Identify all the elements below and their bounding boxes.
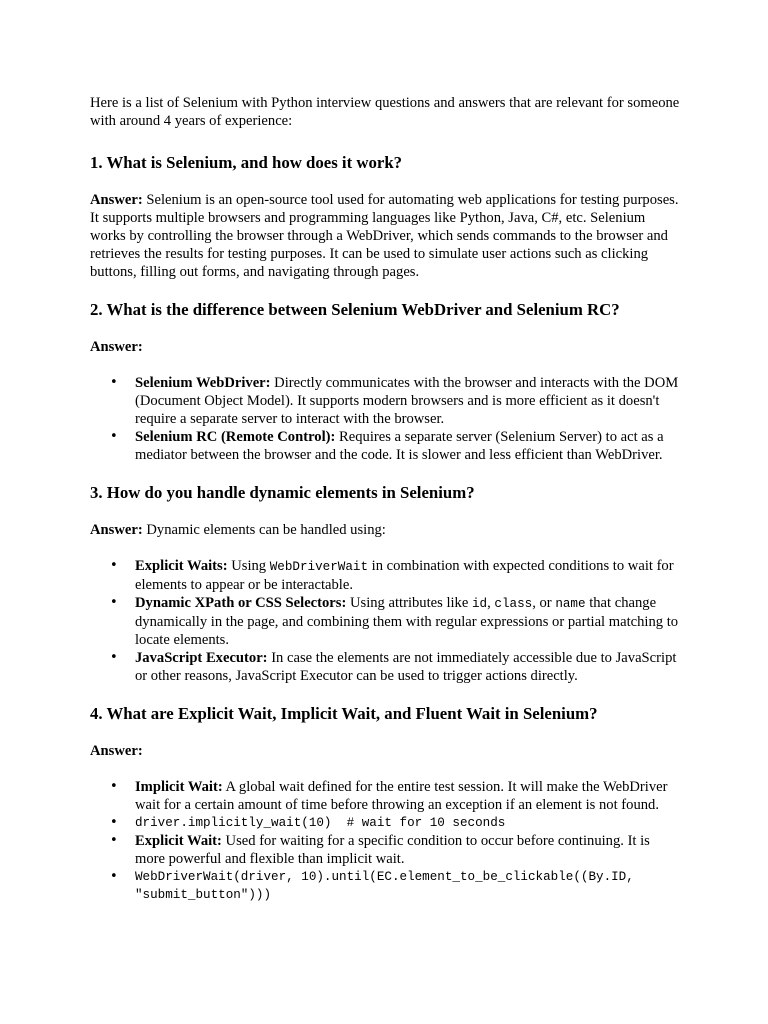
inline-code: WebDriverWait xyxy=(269,560,368,574)
question-4-answer-label xyxy=(90,742,680,760)
inline-code: name xyxy=(555,597,586,611)
list-item xyxy=(135,374,680,428)
list-item xyxy=(135,778,680,814)
question-4-heading: 4. What are Explicit Wait, Implicit Wait, and Fluent Wait in Selenium? xyxy=(90,704,598,723)
answer-label: Answer: xyxy=(90,192,143,208)
inline-code: class xyxy=(494,597,533,611)
list-item-text: that change dynamically in the page, and combining them with regular expressions or partial matching to locate elements. xyxy=(135,595,679,648)
intro-paragraph: Here is a list of Selenium with Python interview questions and answers that are relevant for someone with around 4 years of experience: xyxy=(90,95,680,129)
list-item-text: , xyxy=(487,595,495,611)
list-item-term: Selenium WebDriver: xyxy=(135,375,271,391)
answer-label: Answer: xyxy=(90,743,143,759)
list-item xyxy=(135,832,680,868)
list-item-text: In case the elements are not immediately accessible due to JavaScript or other reasons, JavaScript Executor can be used to trigger actions directly. xyxy=(135,650,677,684)
list-item xyxy=(135,428,680,464)
list-item-term: JavaScript Executor: xyxy=(135,650,268,666)
question-3-answer-text: Dynamic elements can be handled using: xyxy=(142,522,386,538)
list-item-term: Explicit Wait: xyxy=(135,833,222,849)
question-1-answer-text: Selenium is an open-source tool used for automating web applications for testing purposes. It supports multiple browsers and programming languages like Python, Java, C#, etc. Selenium works by controlling the browser through a WebDriver, which sends commands to the browser and retrieves the results for testing purposes. It can be used to simulate user actions such as clicking buttons, filling out forms, and navigating through pages. xyxy=(90,192,679,280)
question-2-list xyxy=(90,374,680,464)
question-2-answer-label xyxy=(90,338,680,356)
question-4-list xyxy=(90,778,680,904)
list-item xyxy=(135,649,680,685)
list-item-term: Implicit Wait: xyxy=(135,779,223,795)
list-item xyxy=(135,557,680,594)
list-item-term: Explicit Waits: xyxy=(135,558,228,574)
answer-label: Answer: xyxy=(90,522,143,538)
list-item-text: A global wait defined for the entire test session. It will make the WebDriver wait for a certain amount of time before throwing an exception if an element is not found. xyxy=(135,779,668,813)
code-list-item: • WebDriverWait(driver, 10).until(EC.element_to_be_clickable((By.ID, "submit_button"))) xyxy=(135,868,680,904)
list-item-text: Used for waiting for a specific condition to occur before continuing. It is more powerful and flexible than implicit wait. xyxy=(135,833,650,867)
list-item-text: Using xyxy=(227,558,270,574)
question-3-answer xyxy=(90,521,680,539)
list-item-text: , or xyxy=(532,595,556,611)
question-2-heading: 2. What is the difference between Selenium WebDriver and Selenium RC? xyxy=(90,300,620,319)
list-item xyxy=(135,594,680,649)
question-1-answer xyxy=(90,191,680,281)
inline-code: id xyxy=(471,597,488,611)
code-list-item: • driver.implicitly_wait(10) # wait for 10 seconds xyxy=(135,814,680,832)
list-item-text: Requires a separate server (Selenium Server) to act as a mediator between the browser and the code. It is slower and less efficient than WebDriver. xyxy=(135,429,664,463)
list-item-term: Selenium RC (Remote Control): xyxy=(135,429,336,445)
question-3-heading: 3. How do you handle dynamic elements in Selenium? xyxy=(90,483,475,502)
document-content xyxy=(90,94,680,904)
list-item-text: in combination with expected conditions to wait for elements to appear or be interactable. xyxy=(135,558,674,593)
list-item-term: Dynamic XPath or CSS Selectors: xyxy=(135,595,347,611)
question-3-list xyxy=(90,557,680,685)
question-1-heading: 1. What is Selenium, and how does it work? xyxy=(90,153,403,172)
list-item-text: Using attributes like xyxy=(346,595,472,611)
answer-label: Answer: xyxy=(90,339,143,355)
list-item-text: Directly communicates with the browser and interacts with the DOM (Document Object Model). It supports modern browsers and is more efficient as it doesn't require a separate server to interact with the browser. xyxy=(135,375,679,427)
